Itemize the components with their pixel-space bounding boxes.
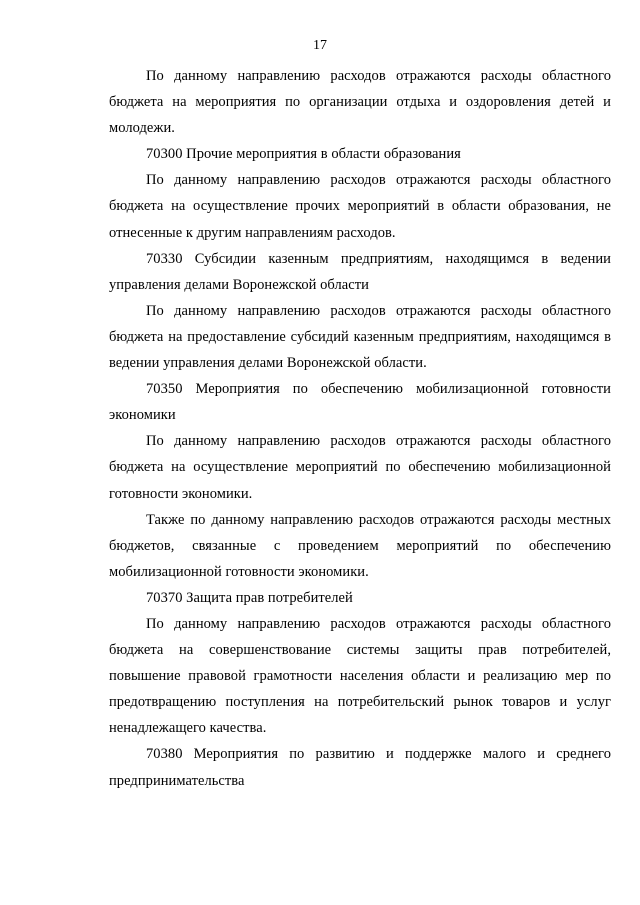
paragraph-70300-description: По данному направлению расходов отражаются расходы областного бюджета на осуществление прочих мероприятий в области образования, не отнесенные к другим направлениям расходов.	[109, 172, 611, 241]
paragraph-70350-description: По данному направлению расходов отражаются расходы областного бюджета на осуществление мероприятий по обеспечению мобилизационной готовности экономики.	[109, 433, 611, 502]
heading-70350: 70350 Мероприятия по обеспечению мобилизационной готовности экономики	[109, 381, 611, 424]
paragraph-70350-local-budgets: Также по данному направлению расходов отражаются расходы местных бюджетов, связанные с проведением мероприятий по обеспечению мобилизационной готовности экономики.	[109, 511, 611, 580]
heading-70370: 70370 Защита прав потребителей	[146, 589, 353, 606]
page-number: 17	[313, 38, 327, 53]
heading-70380: 70380 Мероприятия по развитию и поддержке малого и среднего предпринимательства	[109, 746, 611, 789]
heading-70300: 70300 Прочие мероприятия в области образования	[146, 146, 461, 163]
heading-70330: 70330 Субсидии казенным предприятиям, находящимся в ведении управления делами Воронежской области	[109, 250, 611, 293]
paragraph-recreation-expenses: По данному направлению расходов отражаются расходы областного бюджета на мероприятия по организации отдыха и оздоровления детей и молодежи.	[109, 68, 611, 137]
document-body	[109, 63, 611, 794]
paragraph-70370-description: По данному направлению расходов отражаются расходы областного бюджета на совершенствование системы защиты прав потребителей, повышение правовой грамотности населения области и реализацию мер по предотвращению поступления на потребительский рынок товаров и услуг ненадлежащего качества.	[109, 615, 611, 737]
paragraph-70330-description: По данному направлению расходов отражаются расходы областного бюджета на предоставление субсидий казенным предприятиям, находящимся в ведении управления делами Воронежской области.	[109, 302, 611, 372]
